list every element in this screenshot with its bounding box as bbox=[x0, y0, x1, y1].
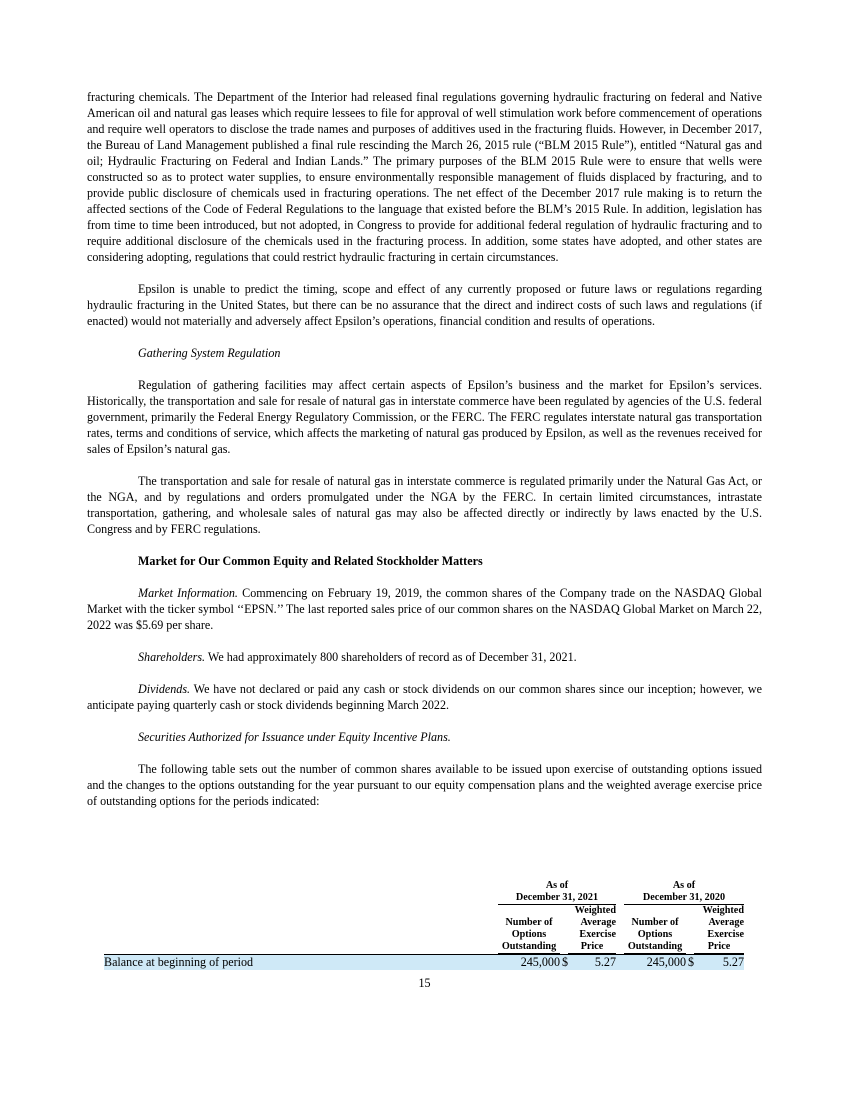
page-number: 15 bbox=[418, 976, 431, 990]
heading-market-common-equity: Market for Our Common Equity and Related Stockholder Matters bbox=[138, 554, 483, 568]
paragraph-table-intro: The following table sets out the number of common shares available to be issued upon exercise of outstanding options issued and the changes to the options outstanding for the year pursuant to our equity compensation plans and the weighted average exercise price of outstanding options for the periods indicated: bbox=[87, 762, 762, 808]
header-2020-line1: As of bbox=[672, 880, 696, 891]
paragraph-dividends bbox=[87, 681, 762, 713]
heading-securities-authorized: Securities Authorized for Issuance under Equity Incentive Plans. bbox=[138, 730, 451, 744]
paragraph-shareholders bbox=[87, 649, 762, 665]
paragraph-fracturing-regulation: fracturing chemicals. The Department of the Interior had released final regulations governing hydraulic fracturing on federal and Native American oil and natural gas leases which require lessees to file for approval of well stimulation work before commencement of operations and require well operators to disclose the trade names and purposes of additives used in the fracturing fluids. However, in December 2017, the Bureau of Land Management published a final rule rescinding the March 26, 2015 rule (“BLM 2015 Rule”), entitled “Natural gas and oil; Hydraulic Fracturing on Federal and Indian Lands.” The primary purposes of the BLM 2015 Rule were to ensure that wells were constructed so as to protect water supplies, to ensure environmentally responsible management of fluids displaced by fracturing, and to provide public disclosure of chemicals used in fracturing operations. The net effect of the December 2017 rule making is to return the affected sections of the Code of Federal Regulations to the language that existed before the BLM’s 2015 Rule. In addition, legislation has from time to time been introduced, but not adopted, in Congress to provide for additional federal regulation of hydraulic fracturing and to require additional disclosure of the chemicals used in the fracturing process. In addition, some states have adopted, and other states are considering adopting, regulations that could restrict hydraulic fracturing in certain circumstances. bbox=[87, 90, 762, 264]
col-options-2021: Number of Options Outstanding bbox=[498, 905, 560, 955]
cell-currency-2021: $ bbox=[561, 955, 568, 969]
paragraph-transportation: The transportation and sale for resale of natural gas in interstate commerce is regulated primarily under the Natural Gas Act, or the NGA, and by regulations and orders promulgated under the NGA by the FERC. In certain limited circumstances, intrastate transportation, gathering, and wholesale sales of natural gas may also be affected directly or indirectly by laws enacted by the U.S. Congress and by FERC regulations. bbox=[87, 474, 762, 536]
header-2020-line2: December 31, 2020 bbox=[624, 892, 744, 905]
header-group-2020 bbox=[624, 880, 744, 905]
label-shareholders: Shareholders. bbox=[138, 650, 206, 664]
col-options-2020: Number of Options Outstanding bbox=[624, 905, 686, 955]
text-shareholders: We had approximately 800 shareholders of record as of December 31, 2021. bbox=[205, 650, 577, 664]
options-table bbox=[104, 880, 744, 970]
heading-gathering-system: Gathering System Regulation bbox=[138, 346, 281, 360]
cell-options-2020: 245,000 bbox=[624, 955, 686, 971]
header-group-2021 bbox=[498, 880, 616, 905]
label-market-information: Market Information. bbox=[138, 586, 238, 600]
text-dividends: We have not declared or paid any cash or stock dividends on our common shares since our inception; however, we anticipate paying quarterly cash or stock dividends beginning March 2022. bbox=[87, 682, 762, 712]
paragraph-epsilon-unable: Epsilon is unable to predict the timing, scope and effect of any currently proposed or future laws or regulations regarding hydraulic fracturing in the United States, but there can be no assurance that the direct and indirect costs of such laws and regulations (if enacted) would not materially and adversely affect Epsilon’s operations, financial condition and results of operations. bbox=[87, 282, 762, 328]
text-market-information: Commencing on February 19, 2019, the common shares of the Company trade on the NASDAQ Global Market with the ticker symbol ‘‘EPSN.’’ The last reported sales price of our common shares on the NASDAQ Global Market on March 22, 2022 was $5.69 per share. bbox=[87, 586, 762, 632]
paragraph-gathering-regulation: Regulation of gathering facilities may affect certain aspects of Epsilon’s business and the market for Epsilon’s services. Historically, the transportation and sale for resale of natural gas in interstate commerce have been regulated by agencies of the U.S. federal government, primarily the Federal Energy Regulatory Commission, or the FERC. The FERC regulates interstate natural gas transportation rates, terms and conditions of service, which affects the marketing of natural gas produced by Epsilon, as well as the revenues received for sales of Epsilon’s natural gas. bbox=[87, 378, 762, 456]
cell-currency-2020: $ bbox=[687, 955, 694, 969]
cell-price-2020: 5.27 bbox=[694, 955, 744, 971]
label-dividends: Dividends. bbox=[138, 682, 191, 696]
cell-price-2021: 5.27 bbox=[568, 955, 616, 971]
col-price-2020: Weighted Average Exercise Price bbox=[694, 905, 744, 955]
col-price-2021: Weighted Average Exercise Price bbox=[568, 905, 616, 955]
header-2021-line2: December 31, 2021 bbox=[498, 892, 616, 905]
row-label: Balance at beginning of period bbox=[104, 955, 498, 971]
table-row bbox=[104, 955, 744, 971]
header-2021-line1: As of bbox=[545, 880, 569, 891]
cell-options-2021: 245,000 bbox=[498, 955, 560, 971]
document-body bbox=[87, 89, 762, 825]
paragraph-market-information bbox=[87, 585, 762, 633]
